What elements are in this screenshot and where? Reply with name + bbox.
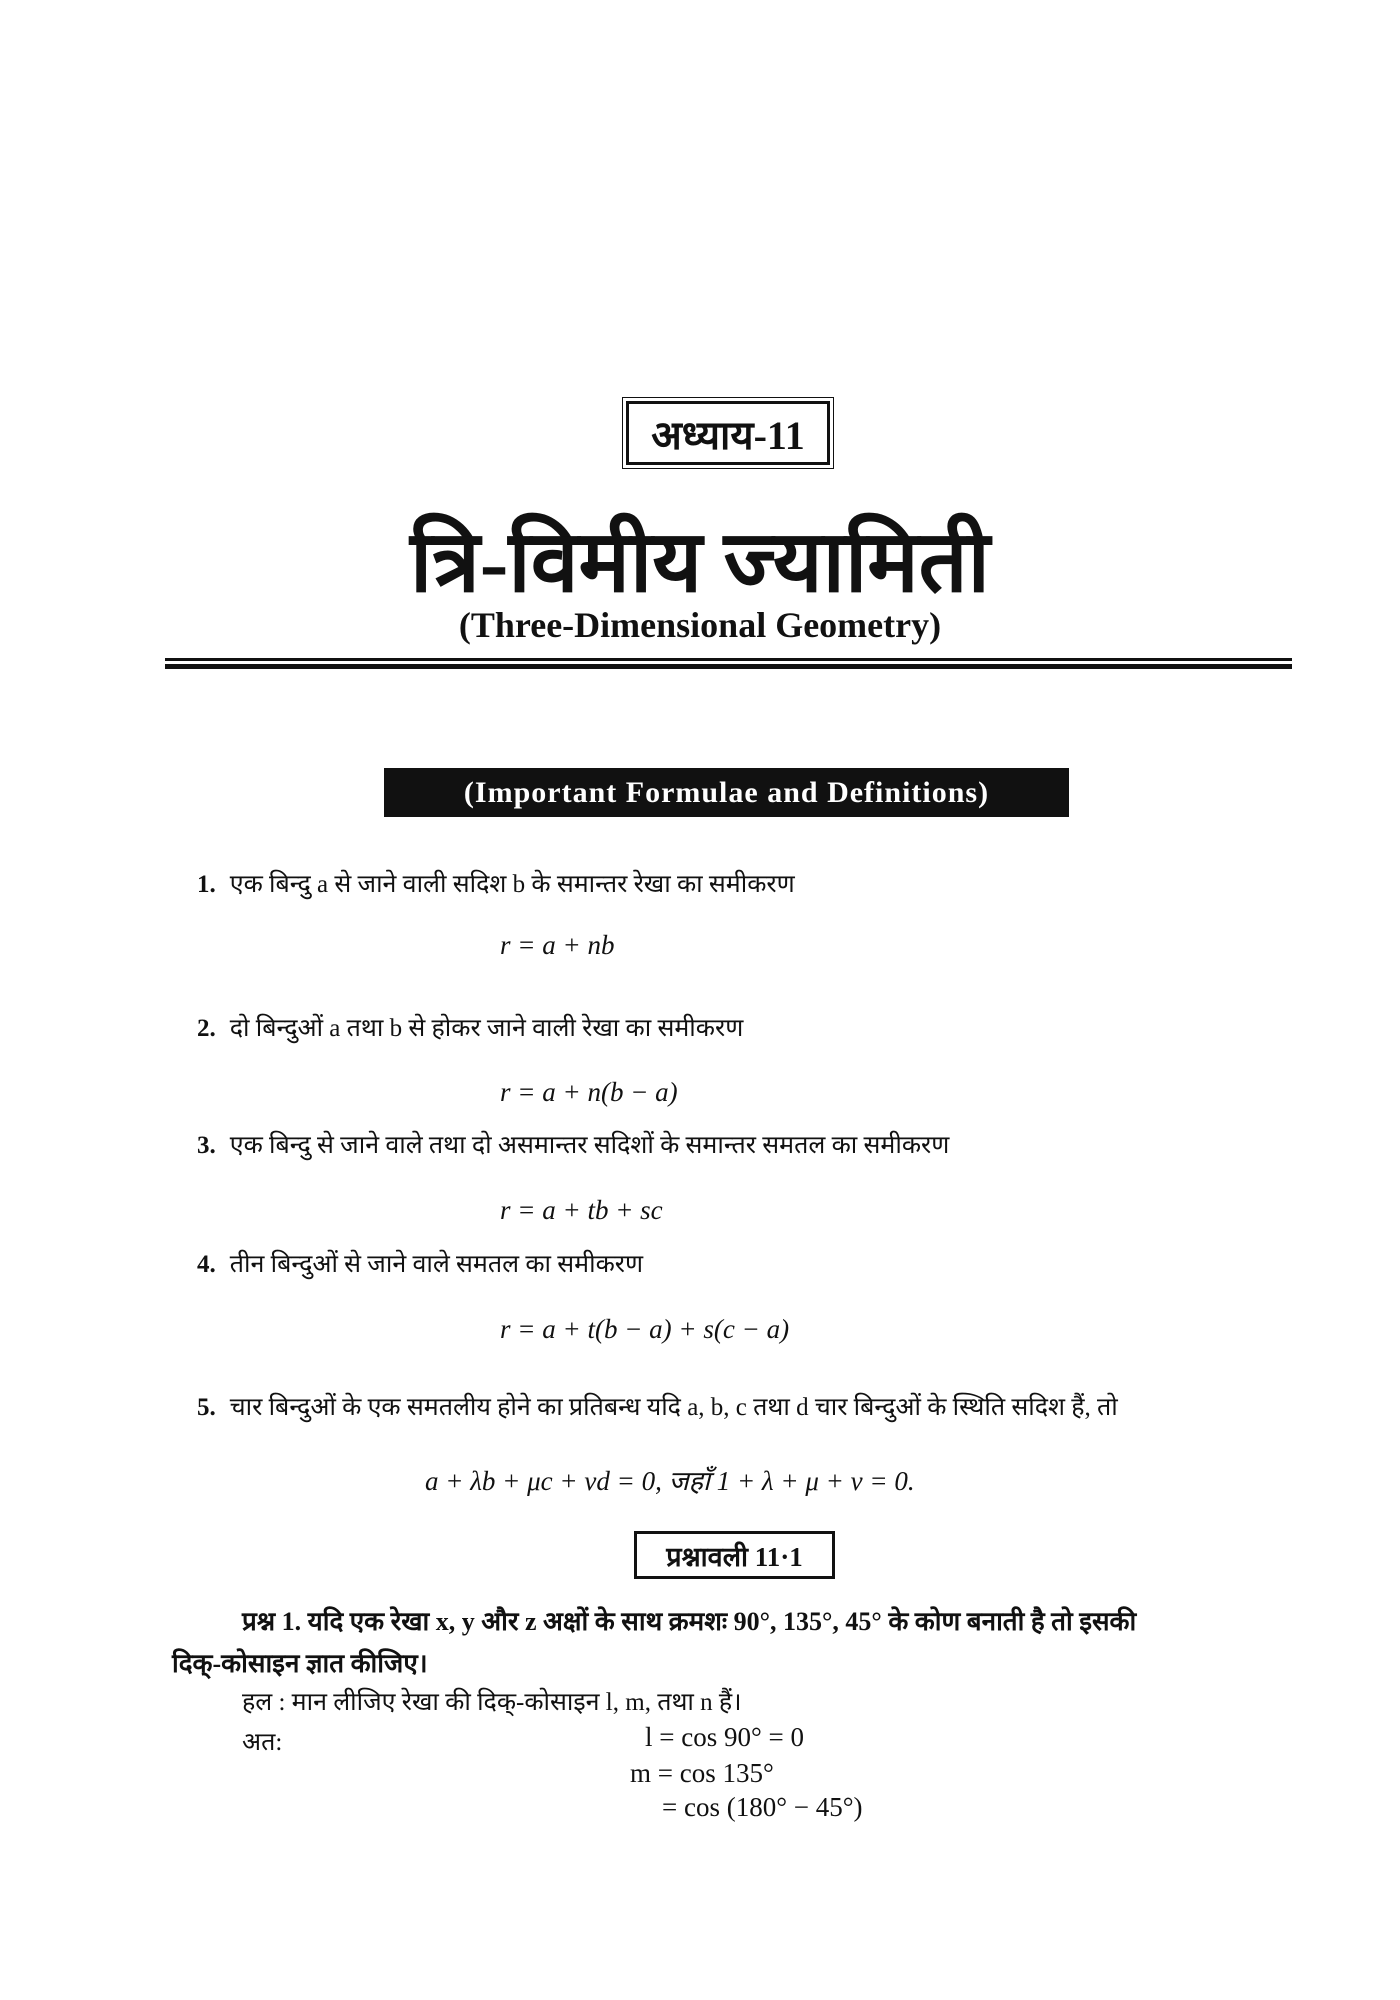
item-text: तीन बिन्दुओं से जाने वाले समतल का समीकरण bbox=[229, 1251, 644, 1278]
chapter-label: अध्याय-11 bbox=[651, 412, 805, 458]
chapter-title: त्रि-विमीय ज्यामिती bbox=[410, 514, 990, 610]
exercise-label: प्रश्नावली 11·1 bbox=[666, 1541, 803, 1572]
section-banner: (Important Formulae and Definitions) bbox=[384, 768, 1069, 817]
item-number: 2. bbox=[197, 1015, 216, 1042]
formula-item-3 bbox=[197, 1127, 949, 1161]
divider-thin bbox=[165, 658, 1292, 661]
item-text: दो बिन्दुओं a तथा b से होकर जाने वाली रेखा का समीकरण bbox=[229, 1015, 744, 1042]
formula-item-5 bbox=[197, 1389, 1118, 1423]
question-1-line-1: प्रश्न 1. यदि एक रेखा x, y और z अक्षों के साथ क्रमशः 90°, 135°, 45° के कोण बनाती है तो इसकी bbox=[242, 1607, 1137, 1636]
chapter-subtitle: (Three-Dimensional Geometry) bbox=[458, 605, 942, 645]
item-number: 5. bbox=[197, 1394, 216, 1421]
item-text: एक बिन्दु से जाने वाले तथा दो असमान्तर सदिशों के समान्तर समतल का समीकरण bbox=[229, 1132, 950, 1159]
equation-2: r = a + n(b − a) bbox=[500, 1077, 678, 1107]
divider-thick bbox=[165, 664, 1292, 669]
equation-4: r = a + t(b − a) + s(c − a) bbox=[500, 1314, 790, 1344]
solution-step-2: m = cos 135° bbox=[630, 1758, 774, 1788]
item-number: 4. bbox=[197, 1251, 216, 1278]
item-text: एक बिन्दु a से जाने वाली सदिश b के समान्तर रेखा का समीकरण bbox=[229, 871, 795, 898]
equation-3: r = a + tb + sc bbox=[500, 1195, 663, 1225]
formula-item-2 bbox=[197, 1010, 743, 1044]
formula-item-4 bbox=[197, 1246, 643, 1280]
equation-5: a + λb + μc + νd = 0, जहाँ 1 + λ + μ + ν = 0. bbox=[425, 1466, 915, 1496]
chapter-label-box bbox=[626, 401, 830, 465]
item-number: 1. bbox=[197, 871, 216, 898]
item-text: चार बिन्दुओं के एक समतलीय होने का प्रतिबन्ध यदि a, b, c तथा d चार बिन्दुओं के स्थिति सदिश हैं, तो bbox=[229, 1394, 1118, 1421]
solution-step-3: = cos (180° − 45°) bbox=[662, 1792, 863, 1822]
hence-label: अत: bbox=[242, 1729, 283, 1756]
solution-step-1: l = cos 90° = 0 bbox=[645, 1722, 804, 1752]
exercise-label-box bbox=[634, 1531, 835, 1579]
question-1-line-2: दिक्-कोसाइन ज्ञात कीजिए। bbox=[172, 1649, 428, 1678]
solution-intro: हल : मान लीजिए रेखा की दिक्-कोसाइन l, m, तथा n हैं। bbox=[242, 1689, 742, 1716]
equation-1: r = a + nb bbox=[500, 930, 615, 960]
item-number: 3. bbox=[197, 1132, 216, 1159]
formula-item-1 bbox=[197, 866, 795, 900]
